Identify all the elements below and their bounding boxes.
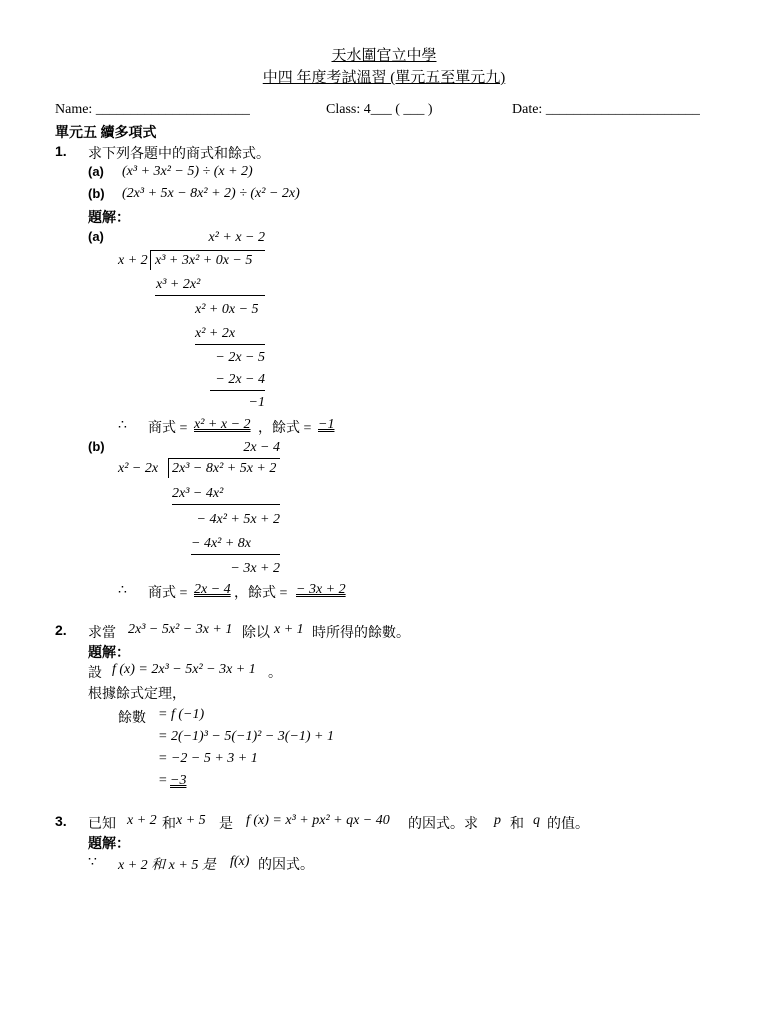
q3-text-2: 的因式。求 xyxy=(408,817,478,832)
unit-heading: 單元五 續多項式 xyxy=(55,126,157,141)
q2-divisor: x + 1 xyxy=(274,622,304,637)
div-a-bracket-side xyxy=(150,250,151,270)
q3-reason-end: 的因式。 xyxy=(258,858,314,873)
q3-because: ∵ xyxy=(88,855,97,870)
div-b-row3: − 4x² + 8x xyxy=(191,536,252,551)
q3-q: q xyxy=(533,813,540,828)
q1-solution-label: 題解： xyxy=(88,211,130,226)
div-b-quotient: 2x − 4 xyxy=(243,440,280,455)
div-a-line2 xyxy=(195,344,265,345)
q3-reason-line: x + 2 和 x + 5 是 xyxy=(118,858,216,873)
div-b-divisor: x² − 2x xyxy=(118,461,159,476)
div-b-remainder-label: ，餘式 = xyxy=(234,586,288,601)
q2-text-3: 時所得的餘數。 xyxy=(312,626,410,641)
div-b-row2: − 4x² + 5x + 2 xyxy=(196,512,280,527)
q3-solution-label: 題解： xyxy=(88,837,130,852)
div-a-remainder-label: ，餘式 = xyxy=(258,421,312,436)
q2-step-4-eq: = xyxy=(158,773,168,788)
div-a-remainder-answer: −1 xyxy=(318,417,335,432)
q3-factor-2: x + 5 xyxy=(176,813,206,828)
div-b-label: (b) xyxy=(88,439,105,454)
q3-is: 是 xyxy=(219,817,233,832)
q1b-expression: (2x³ + 5x − 8x² + 2) ÷ (x² − 2x) xyxy=(122,186,300,201)
q2-let: 設 xyxy=(88,666,102,681)
exam-title: 中四 年度考試溫習 (單元五至單元九) xyxy=(262,70,506,86)
div-a-quotient: x² + x − 2 xyxy=(208,230,265,245)
q1-number: 1. xyxy=(55,143,67,159)
q2-number: 2. xyxy=(55,622,67,638)
q1-text: 求下列各題中的商式和餘式。 xyxy=(88,147,270,162)
div-b-dividend: 2x³ − 8x² + 5x + 2 xyxy=(172,461,277,476)
q2-text-2: 除以 xyxy=(242,626,270,641)
q2-solution-label: 題解： xyxy=(88,646,130,661)
div-a-row4: − 2x − 5 xyxy=(215,350,265,365)
div-a-row2: x² + 0x − 5 xyxy=(195,302,259,317)
q1b-label: (b) xyxy=(88,186,105,201)
div-a-bracket-top xyxy=(150,250,265,251)
div-a-divisor: x + 2 xyxy=(118,253,148,268)
div-b-bracket-side xyxy=(168,458,169,478)
div-a-line3 xyxy=(210,390,265,391)
date-field: Date: ______________________ xyxy=(512,102,700,117)
q2-step-2: = 2(−1)³ − 5(−1)² − 3(−1) + 1 xyxy=(158,729,334,744)
div-a-quotient-label: 商式 = xyxy=(148,421,188,436)
div-a-label: (a) xyxy=(88,229,104,244)
q3-and-2: 和 xyxy=(510,817,524,832)
q3-number: 3. xyxy=(55,813,67,829)
name-field: Name: ______________________ xyxy=(55,102,250,117)
q2-theorem: 根據餘式定理， xyxy=(88,687,186,702)
q1a-label: (a) xyxy=(88,164,104,179)
div-a-row1: x³ + 2x² xyxy=(156,277,201,292)
div-b-line2 xyxy=(191,554,280,555)
q3-text-1: 已知 xyxy=(88,817,116,832)
class-field: Class: 4___ ( ___ ) xyxy=(326,102,433,117)
q2-answer: −3 xyxy=(170,773,187,788)
div-a-dividend: x³ + 3x² + 0x − 5 xyxy=(155,253,253,268)
div-a-therefore: ∴ xyxy=(118,418,127,433)
q2-step-1: = f (−1) xyxy=(158,707,205,722)
div-a-row3: x² + 2x xyxy=(195,326,236,341)
div-a-row6: −1 xyxy=(248,395,265,410)
div-a-row5: − 2x − 4 xyxy=(215,372,265,387)
q2-text-1: 求當 xyxy=(88,626,116,641)
q3-factor-1: x + 2 xyxy=(127,813,157,828)
q2-function-definition: f (x) = 2x³ − 5x² − 3x + 1 xyxy=(112,662,256,677)
q2-period: 。 xyxy=(268,666,282,681)
div-b-quotient-label: 商式 = xyxy=(148,586,188,601)
q2-polynomial: 2x³ − 5x² − 3x + 1 xyxy=(128,622,233,637)
div-b-line1 xyxy=(172,504,280,505)
school-title: 天水圍官立中學 xyxy=(331,48,437,64)
q3-fx-short: f(x) xyxy=(230,854,250,869)
div-a-quotient-answer: x² + x − 2 xyxy=(194,417,251,432)
q3-and-1: 和 xyxy=(162,817,176,832)
q1a-expression: (x³ + 3x² − 5) ÷ (x + 2) xyxy=(122,164,253,179)
div-a-line1 xyxy=(155,295,265,296)
div-b-remainder-answer: − 3x + 2 xyxy=(296,582,346,597)
q3-p: p xyxy=(494,813,501,828)
q2-step-3: = −2 − 5 + 3 + 1 xyxy=(158,751,258,766)
div-b-bracket-top xyxy=(168,458,280,459)
div-b-row4: − 3x + 2 xyxy=(230,561,280,576)
div-b-quotient-answer: 2x − 4 xyxy=(194,582,231,597)
q2-remainder-label: 餘數 xyxy=(118,711,146,726)
q3-text-3: 的值。 xyxy=(547,817,589,832)
div-b-therefore: ∴ xyxy=(118,583,127,598)
div-b-row1: 2x³ − 4x² xyxy=(172,486,224,501)
q3-function: f (x) = x³ + px² + qx − 40 xyxy=(246,813,390,828)
